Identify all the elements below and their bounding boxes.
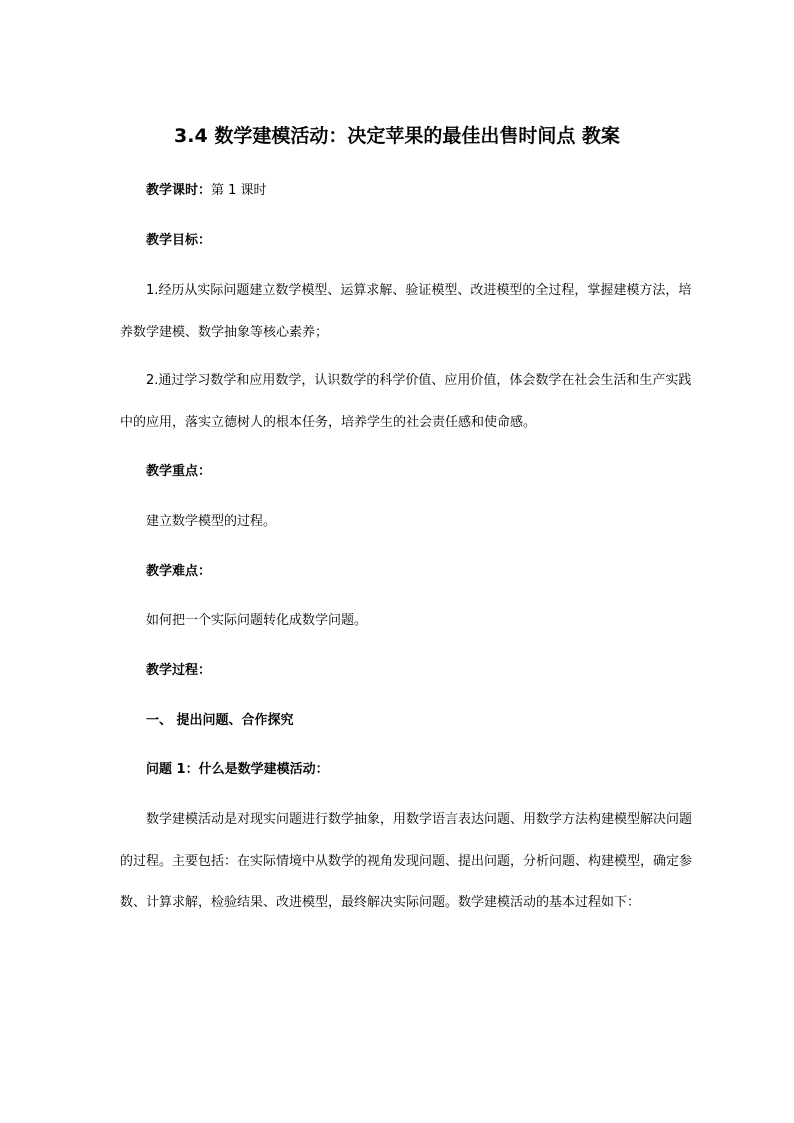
goal-1-line-2: 养数学建模、数学抽象等核心素养； — [120, 325, 329, 340]
lesson-time-label: 教学课时： — [146, 183, 212, 198]
goal-2-line-1: 2.通过学习数学和应用数学，认识数学的科学价值、应用价值，体会数学在社会生活和生产实践 — [146, 373, 692, 388]
question-1-heading: 问题 1：什么是数学建模活动： — [146, 762, 329, 777]
key-point-text: 建立数学模型的过程。 — [146, 514, 277, 529]
difficulty-heading: 教学难点： — [146, 564, 212, 579]
lesson-time-value: 第 1 课时 — [211, 183, 267, 198]
goal-2-line-2: 中的应用，落实立德树人的根本任务，培养学生的社会责任感和使命感。 — [120, 415, 537, 430]
goal-1-line-1: 1.经历从实际问题建立数学模型、运算求解、验证模型、改进模型的全过程，掌握建模方法，培 — [146, 283, 692, 298]
modeling-paragraph-line-1: 数学建模活动是对现实问题进行数学抽象，用数学语言表达问题、用数学方法构建模型解决问题 — [146, 812, 693, 827]
process-heading: 教学过程： — [146, 663, 212, 678]
key-point-heading: 教学重点： — [146, 464, 212, 479]
section-1-heading: 一、 提出问题、合作探究 — [146, 713, 294, 728]
lesson-time-line — [146, 182, 706, 200]
goals-heading: 教学目标： — [146, 233, 212, 248]
difficulty-text: 如何把一个实际问题转化成数学问题。 — [146, 613, 368, 628]
modeling-paragraph-line-3: 数、计算求解，检验结果、改进模型，最终解决实际问题。数学建模活动的基本过程如下： — [120, 895, 641, 910]
modeling-paragraph-line-2: 的过程。主要包括：在实际情境中从数学的视角发现问题、提出问题，分析问题、构建模型，确定参 — [120, 854, 693, 869]
page-title: 3.4 数学建模活动：决定苹果的最佳出售时间点 教案 — [174, 125, 620, 147]
